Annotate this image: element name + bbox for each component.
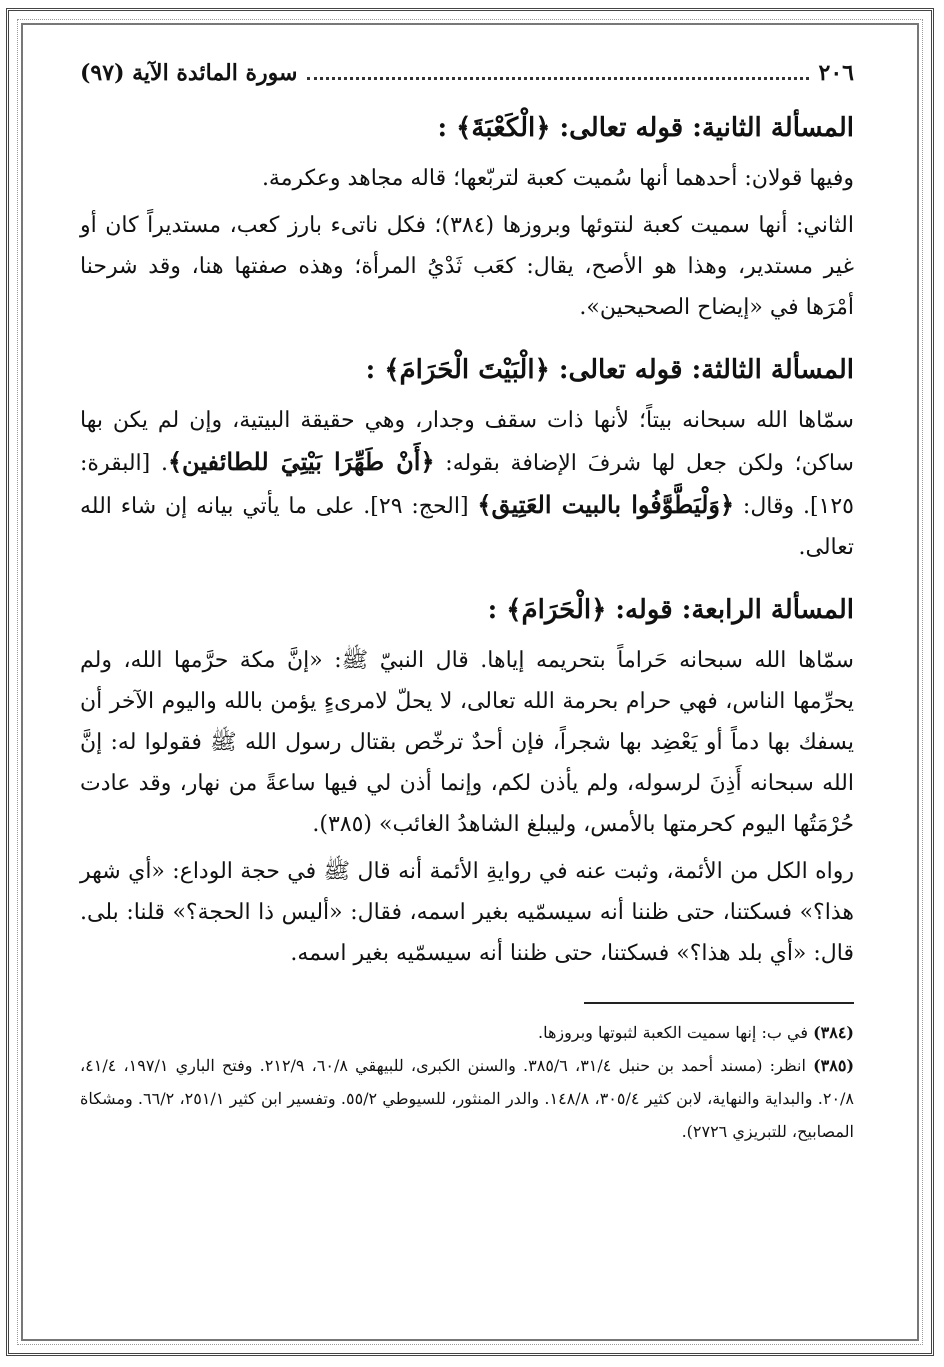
footnote-384	[80, 1016, 854, 1049]
section-2-paragraph-1: وفيها قولان: أحدهما أنها سُميت كعبة لتربّعها؛ قاله مجاهد وعكرمة.	[261, 166, 854, 191]
section-2-heading: المسألة الثانية: قوله تعالى: ﴿الْكَعْبَةَ﴾ :	[437, 113, 854, 143]
quran-quote-1: ﴿أَنْ طَهِّرَا بَيْتِيَ للطائفين﴾	[167, 447, 435, 476]
section-4-heading: المسألة الرابعة: قوله: ﴿الْحَرَامَ﴾ :	[487, 595, 854, 625]
footnote-divider	[584, 1002, 854, 1004]
footnote-385-number: (٣٨٥)	[813, 1056, 855, 1075]
page-number: ٢٠٦	[818, 60, 854, 86]
page-content	[80, 60, 854, 1327]
section-3-paragraph	[80, 400, 854, 568]
s3-text-a: سمّاها الله سبحانه بيتاً؛ لأنها ذات سقف وجدار، وهي حقيقة البيتية، وإن لم يكن بها ساكن؛ ولكن جعل لها شرفَ الإضافة بقوله:	[80, 408, 854, 476]
footnote-385	[80, 1049, 854, 1148]
s3-text-b: . [البقرة: ١٢٥]. وقال:	[80, 451, 854, 519]
header-dots	[307, 63, 808, 80]
section-3-heading: المسألة الثالثة: قوله تعالى: ﴿الْبَيْتَ الْحَرَامَ﴾ :	[365, 355, 854, 385]
section-4-paragraph-1: سمّاها الله سبحانه حَراماً بتحريمه إياها. قال النبيّ ﷺ: «إنَّ مكة حرَّمها الله، ولم يحرِّمها الناس، فهي حرام بحرمة الله تعالى، لا يحلّ لامرىءٍ يؤمن بالله واليوم الآخر أن يسفك بها دماً أو يَعْضِد بها شجراً، فإن أحدٌ ترخّص بقتال رسول الله ﷺ فقولوا له: إنَّ الله سبحانه أَذِنَ لرسوله، ولم يأذن لكم، وإنما أذن لي فيها ساعةً من نهار، وقد عادت حُرْمَتُها اليوم كحرمتها بالأمس، وليبلغ الشاهدُ الغائب» (٣٨٥).	[80, 648, 854, 837]
footnote-384-number: (٣٨٤)	[813, 1023, 854, 1042]
footnote-384-text: في ب: إنها سميت الكعبة لثبوتها وبروزها.	[538, 1023, 808, 1042]
header-title: سورة المائدة الآية (٩٧)	[80, 60, 298, 86]
section-4-paragraph-2: رواه الكل من الأئمة، وثبت عنه في روايةِ الأئمة أنه قال ﷺ في حجة الوداع: «أي شهر هذا؟» فسكتنا، حتى ظننا أنه سيسمّيه بغير اسمه، فقال: «أليس ذا الحجة؟» قلنا: بلى. قال: «أي بلد هذا؟» فسكتنا، حتى ظننا أنه سيسمّيه بغير اسمه.	[80, 859, 854, 966]
s3-text-c: [الحج: ٢٩]. على ما يأتي بيانه إن شاء الله تعالى.	[80, 494, 854, 560]
quran-quote-2: ﴿وَلْيَطَّوَّفُوا بالبيت العَتِيق﴾	[477, 490, 735, 519]
footnote-385-text: انظر: (مسند أحمد بن حنبل ٣١/٤، ٣٨٥/٦. والسنن الكبرى، للبيهقي ٦٠/٨، ٢١٢/٩. وفتح الباري ١٩٧/١، ٤١/٤، ٢٠/٨. والبداية والنهاية، لابن كثير ٣٠٥/٤، ١٤٨/٨. والدر المنثور، للسيوطي ٥٥/٢. وتفسير ابن كثير ٢٥١/١، ٦٦/٢. ومشكاة المصابيح، للتبريزي ٢٧٢٦).	[80, 1056, 855, 1141]
running-header	[80, 60, 854, 86]
section-2-paragraph-2: الثاني: أنها سميت كعبة لنتوئها وبروزها (٣٨٤)؛ فكل ناتىء بارز كعب، مستديراً كان أو غير مستدير، وهذا هو الأصح، يقال: كعَب ثَدْيُ المرأة؛ وهذه صفتها هنا، وقد شرحنا أمْرَها في «إيضاح الصحيحين».	[80, 213, 854, 320]
